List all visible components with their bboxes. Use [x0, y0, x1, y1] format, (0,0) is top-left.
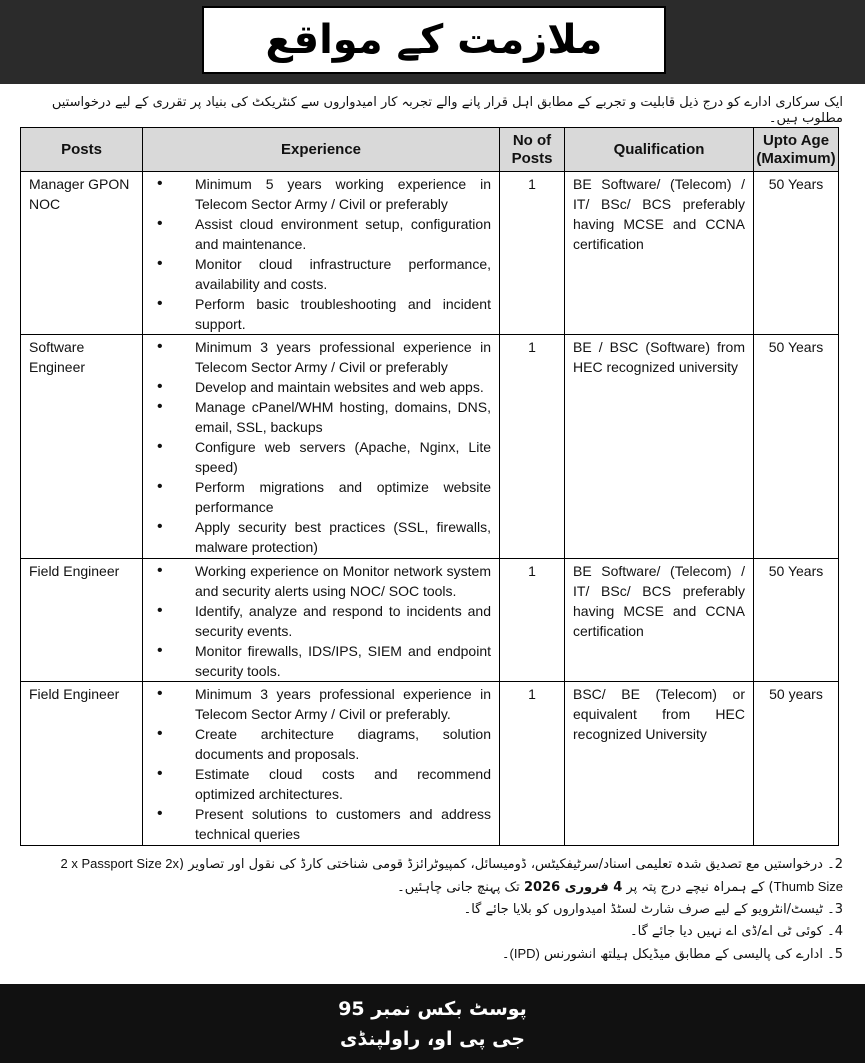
experience-item: • Monitor cloud infrastructure performance, availability and costs. [151, 254, 491, 294]
column-header-qualification: Qualification [565, 128, 754, 172]
note-2-photo-size: 2 x Passport Size 2x Thumb Size [60, 856, 843, 894]
note-5-text-b: ۔ [501, 947, 510, 962]
experience-item: • Minimum 5 years working experience in Telecom Sector Army / Civil or preferably [151, 174, 491, 214]
experience-item: • Present solutions to customers and address technical queries [151, 804, 491, 844]
experience-item: • Develop and maintain websites and web apps. [151, 377, 491, 397]
header-band [0, 0, 865, 84]
qualification: BE / BSC (Software) from HEC recognized university [565, 335, 754, 559]
experience-item: • Working experience on Monitor network system and security alerts using NOC/ SOC tools. [151, 561, 491, 601]
experience-item: • Minimum 3 years professional experience in Telecom Sector Army / Civil or preferably. [151, 684, 491, 724]
qualification: BE Software/ (Telecom) / IT/ BSc/ BCS preferably having MCSE and CCNA certification [565, 172, 754, 335]
experience-item: • Apply security best practices (SSL, firewalls, malware protection) [151, 517, 491, 557]
experience-item: • Perform basic troubleshooting and incident support. [151, 294, 491, 334]
note-5-text-a: 5۔ ادارے کی پالیسی کے مطابق میڈیکل ہیلتھ انشورنس [544, 947, 843, 962]
note-2-text-a: درخواستیں مع تصدیق شدہ تعلیمی اسناد/سرٹیفکیٹس، ڈومیسائل، کمپیوٹرائزڈ قومی شناختی کارڈ کی نقول اور تصاویر ( [179, 857, 823, 872]
intro-text: ایک سرکاری ادارے کو درج ذیل قابلیت و تجربے کے مطابق اہل قرار پانے والے تجربہ کار امیدواروں سے کنٹریکٹ کی بنیاد پر تقرری کے لیے درخواستیں مطلوب ہیں۔ [51, 95, 843, 126]
experience-item: • Perform migrations and optimize website performance [151, 477, 491, 517]
jobs-table [20, 127, 839, 846]
note-3: 3۔ ٹیسٹ/انٹرویو کے لیے صرف شارٹ لسٹڈ امیدواروں کو بلایا جائے گا۔ [463, 902, 843, 917]
experience-item: • Estimate cloud costs and recommend optimized architectures. [151, 764, 491, 804]
post-count: 1 [500, 559, 565, 682]
note-2-text-b: ) کے ہمراہ نیچے درج پتہ پر [626, 880, 774, 895]
post-name: Field Engineer [21, 559, 143, 682]
note-5 [18, 943, 843, 966]
experience-item: • Configure web servers (Apache, Nginx, Lite speed) [151, 437, 491, 477]
post-name: Manager GPON NOC [21, 172, 143, 335]
post-count: 1 [500, 335, 565, 559]
notes-section [18, 853, 843, 966]
experience-item: • Assist cloud environment setup, configuration and maintenance. [151, 214, 491, 254]
experience-item: • Manage cPanel/WHM hosting, domains, DNS, email, SSL, backups [151, 397, 491, 437]
post-name: Software Engineer [21, 335, 143, 559]
experience-list [151, 337, 491, 557]
column-header-experience: Experience [143, 128, 500, 172]
table-row [21, 682, 839, 846]
experience-item: • Identify, analyze and respond to incidents and security events. [151, 601, 491, 641]
experience-list [151, 561, 491, 681]
experience-cell [143, 172, 500, 335]
experience-list [151, 174, 491, 334]
footer-city: جی پی او، راولپنڈی [340, 1027, 525, 1050]
footer-po-box: پوسٹ بکس نمبر 95 [338, 997, 527, 1020]
column-header-posts: Posts [21, 128, 143, 172]
post-count: 1 [500, 172, 565, 335]
max-age: 50 Years [754, 335, 839, 559]
max-age: 50 Years [754, 172, 839, 335]
note-2-text-c: تک پہنچ جانی چاہئیں۔ [397, 880, 520, 895]
page-title: ملازمت کے مواقع [265, 17, 603, 63]
experience-item: • Minimum 3 years professional experience in Telecom Sector Army / Civil or preferably [151, 337, 491, 377]
qualification: BSC/ BE (Telecom) or equivalent from HEC recognized University [565, 682, 754, 846]
note-2 [18, 853, 843, 899]
qualification: BE Software/ (Telecom) / IT/ BSc/ BCS preferably having MCSE and CCNA certification [565, 559, 754, 682]
experience-cell [143, 559, 500, 682]
max-age: 50 Years [754, 559, 839, 682]
table-header-row [21, 128, 839, 172]
experience-list [151, 684, 491, 844]
max-age: 50 years [754, 682, 839, 846]
table-row [21, 559, 839, 682]
experience-item: • Create architecture diagrams, solution documents and proposals. [151, 724, 491, 764]
experience-item: • Monitor firewalls, IDS/IPS, SIEM and endpoint security tools. [151, 641, 491, 681]
note-4: 4۔ کوئی ٹی اے/ڈی اے نہیں دیا جائے گا۔ [630, 924, 843, 939]
table-row [21, 335, 839, 559]
post-name: Field Engineer [21, 682, 143, 846]
post-count: 1 [500, 682, 565, 846]
column-header-no-of-posts: No of Posts [500, 128, 565, 172]
experience-cell [143, 682, 500, 846]
column-header-age: Upto Age (Maximum) [754, 128, 839, 172]
note-2-number: 2۔ [827, 857, 843, 872]
header-title-box [202, 6, 666, 74]
table-row [21, 172, 839, 335]
note-2-deadline: 4 فروری 2026 [523, 880, 623, 895]
footer-address [0, 984, 865, 1063]
note-5-ipd: (IPD) [509, 946, 540, 961]
experience-cell [143, 335, 500, 559]
